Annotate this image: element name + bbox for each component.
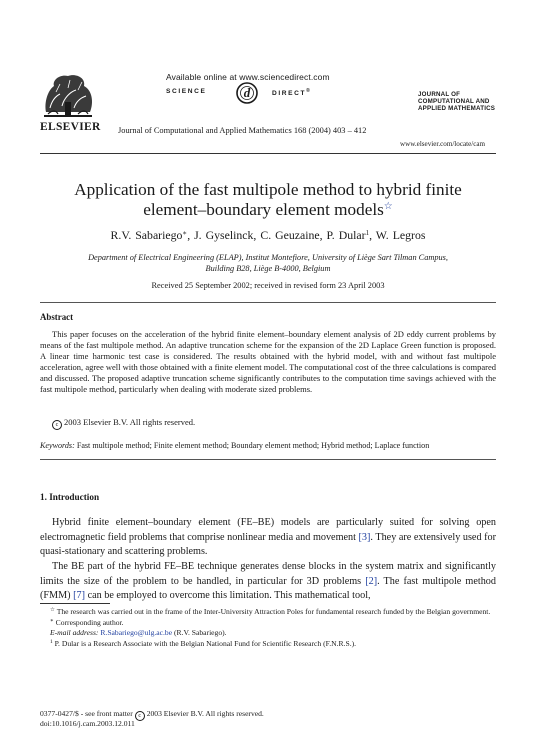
journal-url-link[interactable]: www.elsevier.com/locate/cam: [400, 140, 486, 148]
received-dates: Received 25 September 2002; received in revised form 23 April 2003: [151, 281, 385, 290]
available-online-text: Available online at www.sciencedirect.com: [166, 72, 330, 82]
abstract-heading: Abstract: [40, 312, 74, 322]
author-separator: ,: [369, 228, 376, 242]
journal-logo-line: APPLIED MATHEMATICS: [418, 105, 496, 113]
email-link[interactable]: R.Sabariego@ulg.ac.be: [100, 628, 173, 638]
copyright-symbol: c: [52, 420, 62, 430]
paragraph-text: can be employed to overcome this limitation. This mathematical tool,: [85, 590, 371, 602]
footnote-mark: 1: [50, 638, 53, 645]
paragraph-text: . They are extensively used for quasi-stationary and scattering problems.: [40, 531, 496, 558]
author-name: R.V. Sabariego: [110, 228, 183, 242]
abstract-top-divider: [40, 302, 496, 303]
elsevier-wordmark: ELSEVIER: [40, 121, 101, 133]
abstract-bottom-divider: [40, 459, 496, 460]
issn-copyright-text: 2003 Elsevier B.V. All rights reserved.: [146, 709, 264, 718]
copyright-text: 2003 Elsevier B.V. All rights reserved.: [64, 417, 196, 427]
doi-link[interactable]: doi:10.1016/j.cam.2003.12.011: [40, 719, 135, 728]
affiliation-line: Department of Electrical Engineering (ELAP), Institut Montefiore, University of Liège Sart Tilman Campus,: [88, 253, 448, 262]
keywords: [40, 441, 429, 450]
author-list: [40, 228, 496, 243]
citation-link[interactable]: [3]: [358, 531, 371, 543]
author-name: P. Dular: [326, 228, 366, 242]
keywords-label: Keywords:: [40, 441, 75, 450]
footnote: [40, 618, 496, 629]
title-line-1: Application of the fast multipole method to hybrid finite: [74, 180, 462, 199]
intro-paragraph-1: [40, 516, 496, 560]
affiliation-line: Building B28, Liège B-4000, Belgium: [205, 264, 331, 273]
title-footnote-mark[interactable]: ☆: [383, 201, 393, 212]
footnote-mark: ∗: [50, 617, 54, 624]
paragraph-text: The BE part of the hybrid FE–BE technique generates dense blocks in the system matrix and significantly limits the size of the problem to be handled, in particular for 3D problems: [40, 561, 496, 587]
abstract-copyright: [52, 417, 195, 430]
author-name: J. Gyselinck: [194, 228, 254, 242]
title-line-2: [40, 200, 496, 220]
email-suffix: (R.V. Sabariego).: [172, 628, 227, 638]
journal-logo: [418, 91, 495, 113]
sciencedirect-logo-right: [272, 88, 311, 97]
footnote-mark: ☆: [50, 607, 55, 613]
footnote-text: P. Dular is a Research Associate with the Belgian National Fund for Scientific Research (F.N.R.S.).: [54, 638, 357, 648]
citation-link[interactable]: [7]: [73, 590, 86, 602]
author-separator: ,: [319, 228, 327, 242]
author-separator: ,: [187, 228, 195, 242]
footnote-text: Corresponding author.: [55, 617, 124, 627]
sciencedirect-d-icon: [236, 82, 258, 104]
paragraph-text: . The fast multipole method (FMM): [40, 575, 496, 602]
journal-citation: Journal of Computational and Applied Mathematics 168 (2004) 403 – 412: [118, 126, 367, 135]
issn-text: 0377-0427/$ - see front matter: [40, 709, 133, 718]
citation-link[interactable]: [2]: [365, 575, 378, 587]
section-heading-introduction: 1. Introduction: [40, 492, 100, 502]
header-divider: [40, 153, 496, 154]
paragraph-text: Hybrid finite element–boundary element (FE–BE) models are particularly suited for solving open electromagnetic field problems that comprise nonlinear media and movement: [40, 517, 496, 543]
keywords-text: Fast multipole method; Finite element method; Boundary element method; Hybrid method; Laplace function: [76, 441, 430, 450]
sciencedirect-logo-right-text: DIRECT: [272, 90, 307, 98]
sciencedirect-letter: d: [243, 85, 251, 100]
author-name: C. Geuzaine: [260, 228, 320, 242]
copyright-symbol: c: [135, 711, 145, 721]
footnotes: [40, 607, 496, 649]
email-label: E-mail address:: [50, 628, 99, 638]
title-line-2-text: element–boundary element models: [143, 200, 384, 219]
affiliation: [40, 252, 496, 274]
footnote: [40, 607, 496, 618]
author-footnote-mark[interactable]: 1: [365, 229, 370, 237]
abstract-body: This paper focuses on the acceleration of the hybrid finite element–boundary element analysis of 2D eddy current problems by means of the fast multipole method. An adaptive truncation scheme for the expansion of the 2D Laplace Green function is proposed. A linear time harmonic test case is considered. The results obtained with the hybrid model, with and without fast multipole acceleration, agree well with those obtained with a finite element model. The computational cost of the three calculations is compared and discussed. The proposed adaptive truncation scheme significantly contributes to the computation time savings achieved with the fast multipole method, particularly when dealing with moderate sized problems.: [40, 329, 496, 395]
journal-logo-line: JOURNAL OF: [418, 91, 461, 98]
footnote-email: [40, 628, 496, 639]
sciencedirect-registered-mark: ®: [306, 88, 312, 94]
footnote-text: The research was carried out in the frame of the Inter-University Attraction Poles for fundamental research funded by the Belgian government.: [56, 607, 491, 616]
author-separator: ,: [253, 228, 261, 242]
intro-paragraph-2: [40, 560, 496, 604]
author-name: W. Legros: [375, 228, 426, 242]
sciencedirect-logo-left: SCIENCE: [166, 88, 207, 95]
article-title: [40, 180, 496, 220]
footnote-divider: [40, 603, 110, 604]
journal-logo-line: COMPUTATIONAL AND: [418, 98, 490, 106]
footnote: [40, 639, 496, 650]
sciencedirect-logo[interactable]: [166, 82, 336, 104]
author-footnote-mark[interactable]: ∗: [182, 229, 188, 237]
elsevier-tree-logo-icon: [40, 72, 96, 118]
